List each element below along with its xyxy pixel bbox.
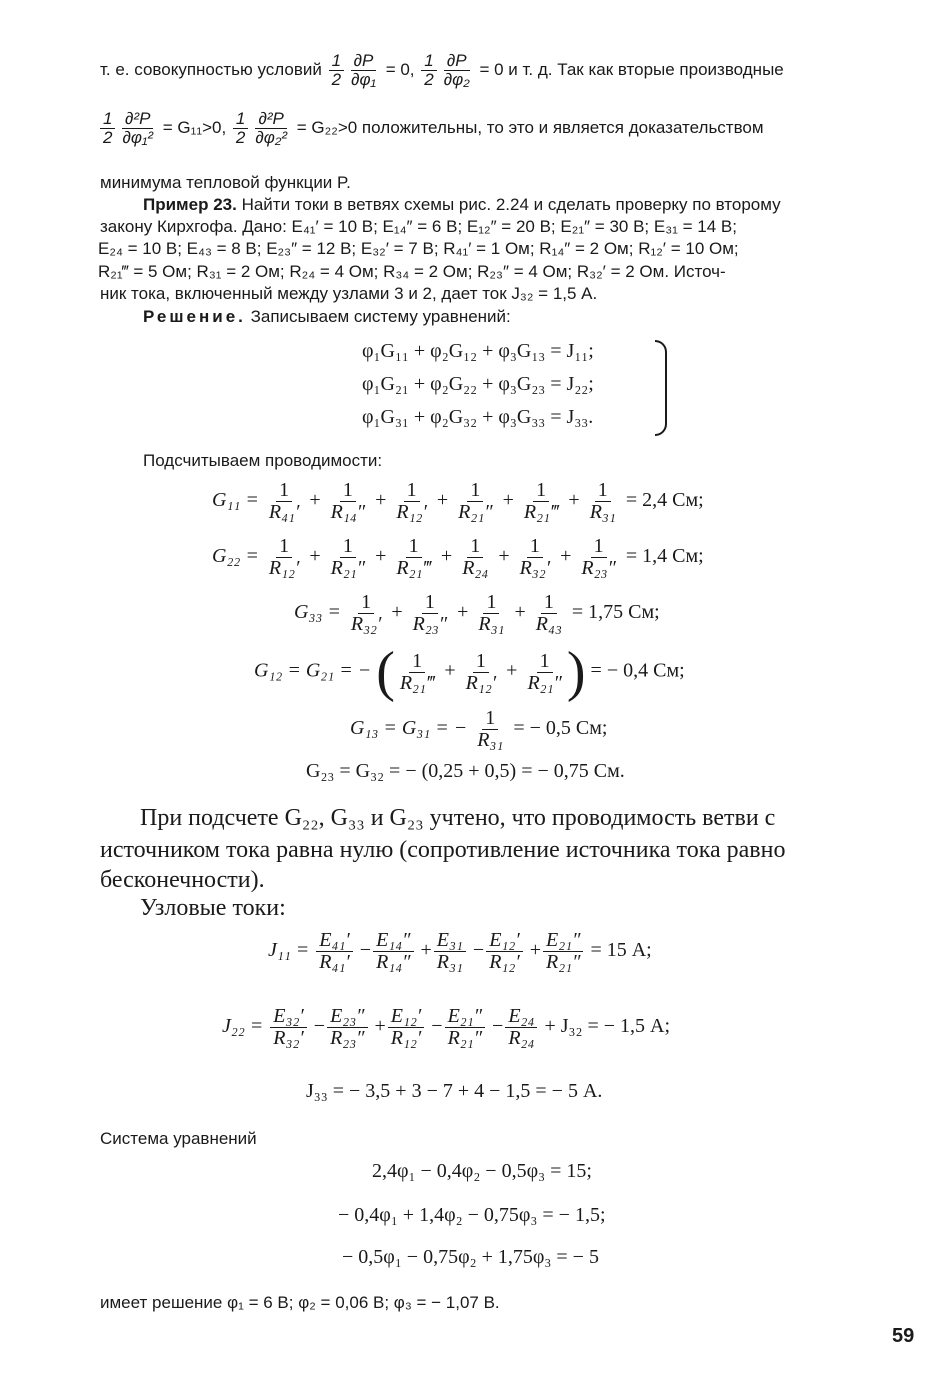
g22-equation: G₂₂ = $\frac{1}{\text{R₁₂′}}$ + $\frac{1}{\text{R₂₁″}}$ + $\frac{1}{\text{R₂₁‴}}$ + $\frac{1}{\text{R₂₄}}$ + $\frac{1}{\text{R₃₂′}}$ + $\frac{1}{\text{R₂₃″}}$ = 1,4 См;	[212, 535, 704, 579]
fraction	[421, 52, 436, 89]
equation-line: φ₁G₁₁ + φ₂G₁₂ + φ₃G₁₃ = J₁₁;	[362, 340, 594, 362]
frac-num: E₁₂′	[388, 1006, 425, 1028]
fraction: $\frac{1}{\text{R₂₁‴}}$	[393, 536, 434, 579]
rhs: = 15 А;	[590, 939, 652, 962]
text: = G₂₂>0 положительны, то это и является доказательством	[296, 117, 764, 137]
lhs: J₁₁ =	[268, 939, 310, 962]
j33-equation: J₃₃ = − 3,5 + 3 − 7 + 4 − 1,5 = − 5 А.	[306, 1080, 603, 1102]
fraction: $\frac{1}{\text{R₂₃″}}$	[410, 592, 450, 635]
fraction	[388, 1006, 425, 1049]
nodal-intro: Узловые токи:	[140, 895, 286, 921]
equation-line: φ₁G₃₁ + φ₂G₃₂ + φ₃G₃₃ = J₃₃.	[362, 406, 594, 428]
fraction	[233, 110, 248, 147]
fraction	[441, 52, 473, 89]
frac-num: 1	[421, 52, 436, 71]
fraction: $\frac{1}{\text{R₄₃}}$	[533, 592, 565, 635]
fraction: $\frac{1}{\text{R₂₁″}}$	[328, 536, 368, 579]
g23-equation: G₂₃ = G₃₂ = − (0,25 + 0,5) = − 0,75 См.	[306, 760, 625, 782]
frac-den: R₄₃	[535, 613, 562, 635]
note-line: При подсчете G₂₂, G₃₃ и G₂₃ учтено, что проводимость ветви с	[140, 805, 776, 831]
frac-num: E₂₃″	[327, 1006, 367, 1028]
example-given-line: ник тока, включенный между узлами 3 и 2, дает ток J₃₂ = 1,5 А.	[100, 284, 598, 303]
fraction: $\frac{1}{\text{R₁₂′}}$	[266, 536, 303, 579]
lhs: G₁₃ = G₃₁ = −	[350, 717, 468, 740]
lhs: J₂₂ =	[222, 1015, 264, 1038]
example-heading-line	[143, 194, 781, 216]
fraction	[252, 110, 290, 147]
fraction	[316, 930, 353, 973]
fraction	[373, 930, 413, 973]
rhs: = 2,4 См;	[625, 489, 704, 512]
frac-num: E₂₁″	[445, 1006, 485, 1028]
fraction: $\frac{1}{\text{R₃₁}}$	[587, 480, 619, 523]
frac-den: R₃₂′	[519, 557, 551, 579]
frac-den: ∂φ₁	[351, 69, 376, 89]
fraction	[327, 1006, 367, 1049]
frac-num: 1	[233, 110, 248, 129]
frac-den: R₂₁″	[330, 557, 366, 579]
text: = 0 и т. д. Так как вторые производные	[479, 59, 784, 79]
condition-line	[100, 52, 784, 89]
second-derivative-line	[98, 110, 764, 147]
equation-line: − 0,4φ₁ + 1,4φ₂ − 0,75φ₃ = − 1,5;	[338, 1204, 606, 1226]
frac-den: R₁₂′	[396, 501, 427, 523]
fraction	[543, 930, 583, 973]
fraction	[119, 110, 156, 147]
frac-den: R₂₁″	[458, 501, 493, 523]
frac-den: ∂φ₂	[443, 69, 470, 89]
frac-den: R₂₃″	[330, 1027, 365, 1049]
fraction: $\frac{1}{\text{R₄₁′}}$	[266, 480, 303, 523]
frac-den: R₁₂′	[489, 951, 520, 973]
frac-num: ∂P	[444, 52, 470, 71]
fraction	[100, 110, 115, 147]
sign: +	[529, 939, 541, 962]
solution-label: Решение.	[143, 307, 246, 326]
sign: +	[420, 939, 432, 962]
note-line: источником тока равна нулю (сопротивление источника тока равно	[100, 837, 786, 863]
fraction: $\frac{1}{\text{R₂₁″}}$	[524, 651, 564, 694]
fraction: $\frac{1}{\text{R₁₂′}}$	[393, 480, 430, 523]
rhs: = − 0,5 См;	[513, 717, 608, 740]
frac-den: ∂φ₁²	[122, 127, 153, 147]
frac-num: ∂²P	[122, 110, 153, 129]
fraction: $\frac{1}{\text{R₁₄″}}$	[328, 480, 368, 523]
fraction	[505, 1006, 537, 1049]
fraction	[486, 930, 523, 973]
frac-den: R₁₄″	[376, 951, 411, 973]
frac-den: R₂₁″	[545, 951, 581, 973]
fraction	[329, 52, 344, 89]
sign: −	[431, 1015, 443, 1038]
fraction: $\frac{1}{\text{R₂₃″}}$	[578, 536, 618, 579]
lhs: G₁₁ =	[212, 489, 259, 512]
frac-den: R₃₂′	[350, 613, 382, 635]
frac-den: R₂₃″	[581, 557, 616, 579]
fraction	[445, 1006, 485, 1049]
frac-den: R₂₁″	[447, 1027, 483, 1049]
j11-equation	[268, 930, 652, 973]
rhs: = 1,4 См;	[625, 545, 704, 568]
frac-num: E₂₁″	[543, 930, 583, 952]
frac-den: 2	[235, 127, 246, 147]
example-given-line: E₂₄ = 10 В; E₄₃ = 8 В; E₂₃″ = 12 В; E₃₂′ = 7 В; R₄₁′ = 1 Ом; R₁₄″ = 2 Ом; R₁₂′ = 10 Ом;	[98, 239, 739, 258]
frac-num: ∂P	[351, 52, 377, 71]
lhs: G₂₂ =	[212, 545, 259, 568]
frac-den: R₃₁	[589, 501, 616, 523]
text: Найти токи в ветвях схемы рис. 2.24 и сделать проверку по второму	[241, 195, 781, 214]
frac-den: R₂₁‴	[399, 671, 435, 694]
g33-equation: G₃₃ = $\frac{1}{\text{R₃₂′}}$ + $\frac{1}{\text{R₂₃″}}$ + $\frac{1}{\text{R₃₁}}$ + $\frac{1}{\text{R₄₃}}$ = 1,75 См;	[294, 591, 660, 635]
frac-num: ∂²P	[255, 110, 286, 129]
paragraph-text: Подсчитываем проводимости:	[143, 451, 383, 470]
note-line: бесконечности).	[100, 867, 265, 893]
equation-line: φ₁G₂₁ + φ₂G₂₂ + φ₃G₂₃ = J₂₂;	[362, 373, 594, 395]
fraction: $\frac{1}{\text{R₂₁‴}}$	[397, 651, 438, 694]
equation-line: 2,4φ₁ − 0,4φ₂ − 0,5φ₃ = 15;	[372, 1160, 592, 1182]
solution-line	[143, 306, 511, 328]
text: т. е. совокупностью условий	[100, 59, 322, 79]
frac-den: R₃₁	[477, 729, 504, 751]
frac-den: R₂₁″	[527, 671, 562, 694]
frac-den: R₁₂′	[268, 557, 300, 579]
frac-den: R₂₄	[508, 1027, 535, 1049]
frac-num: 1	[100, 110, 115, 129]
frac-den: 2	[331, 69, 342, 89]
page-number: 59	[892, 1325, 915, 1347]
frac-den: R₃₁	[436, 951, 463, 973]
frac-den: R₄₁′	[319, 951, 350, 973]
fraction: $\frac{1}{\text{R₁₂′}}$	[463, 651, 500, 694]
fraction	[434, 930, 466, 973]
fraction	[348, 52, 379, 89]
paragraph-text: Система уравнений	[100, 1129, 257, 1148]
example-label: Пример 23.	[143, 195, 237, 214]
frac-den: R₂₄	[462, 557, 489, 579]
text: = 0,	[385, 59, 415, 79]
fraction: $\frac{1}{\text{R₃₁}}$	[474, 708, 506, 751]
example-given-line: закону Кирхгофа. Дано: E₄₁′ = 10 В; E₁₄″ = 6 В; E₁₂″ = 20 В; E₂₁″ = 30 В; E₃₁ = 14 В;	[100, 217, 737, 236]
text: Записываем систему уравнений:	[250, 307, 511, 326]
frac-den: ∂φ₂²	[255, 127, 288, 147]
frac-den: R₁₂′	[390, 1027, 422, 1049]
frac-num: E₃₂′	[270, 1006, 307, 1028]
fraction: $\frac{1}{\text{R₃₂′}}$	[517, 536, 554, 579]
frac-den: R₂₃″	[412, 613, 448, 635]
frac-num: E₃₁	[434, 930, 466, 952]
frac-den: R₄₁′	[268, 501, 300, 523]
j22-equation	[222, 1006, 670, 1049]
frac-den: R₂₁‴	[523, 501, 559, 523]
rhs: = − 0,4 См;	[590, 659, 685, 682]
frac-num: E₁₂′	[486, 930, 523, 952]
g13-equation	[350, 708, 607, 751]
text: = G₁₁>0,	[162, 117, 227, 137]
answer-line: имеет решение φ₁ = 6 В; φ₂ = 0,06 В; φ₃ = − 1,07 В.	[100, 1293, 500, 1312]
g11-equation: G₁₁ = $\frac{1}{\text{R₄₁′}}$ + $\frac{1}{\text{R₁₄″}}$ + $\frac{1}{\text{R₁₂′}}$ + $\frac{1}{\text{R₂₁″}}$ + $\frac{1}{\text{R₂₁‴}}$ + $\frac{1}{\text{R₃₁}}$ = 2,4 См;	[212, 479, 704, 523]
frac-num: E₁₄″	[373, 930, 413, 952]
fraction: $\frac{1}{\text{R₂₁‴}}$	[521, 480, 562, 523]
frac-den: 2	[103, 127, 113, 147]
fraction: $\frac{1}{\text{R₂₁″}}$	[455, 480, 495, 523]
sign: +	[374, 1015, 386, 1038]
sign: −	[492, 1015, 504, 1038]
paragraph-text: минимума тепловой функции P.	[100, 173, 351, 192]
frac-den: R₁₂′	[465, 671, 497, 694]
fraction: $\frac{1}{\text{R₂₄}}$	[459, 536, 491, 579]
frac-den: 2	[424, 69, 434, 89]
lhs: G₃₃ =	[294, 601, 341, 624]
fraction: $\frac{1}{\text{R₃₂′}}$	[348, 592, 385, 635]
fraction	[270, 1006, 307, 1049]
frac-den: R₃₁	[478, 613, 505, 635]
g12-equation: G₁₂ = G₂₁ = − ( $\frac{1}{\text{R₂₁‴}}$ + $\frac{1}{\text{R₁₂′}}$ + $\frac{1}{\text{R₂₁″}}$ ) = − 0,4 См;	[254, 641, 685, 703]
lhs: G₁₂ = G₂₁ = −	[254, 659, 372, 682]
rhs: = 1,75 См;	[571, 601, 660, 624]
frac-den: R₂₁‴	[396, 557, 431, 579]
example-given-line: R₂₁‴ = 5 Ом; R₃₁ = 2 Ом; R₂₄ = 4 Ом; R₃₄ = 2 Ом; R₂₃″ = 4 Ом; R₃₂′ = 2 Ом. Источ-	[98, 262, 726, 281]
fraction: $\frac{1}{\text{R₃₁}}$	[475, 592, 507, 635]
rhs: + J₃₂ = − 1,5 А;	[544, 1015, 671, 1038]
sign: −	[313, 1015, 326, 1038]
system-brace	[655, 340, 667, 436]
sign: −	[359, 939, 372, 962]
frac-num: E₂₄	[505, 1006, 537, 1028]
frac-den: R₁₄″	[330, 501, 366, 523]
sign: −	[472, 939, 485, 962]
frac-num: E₄₁′	[316, 930, 353, 952]
frac-den: R₃₂′	[273, 1027, 304, 1049]
frac-num: 1	[329, 52, 344, 71]
equation-line: − 0,5φ₁ − 0,75φ₂ + 1,75φ₃ = − 5	[342, 1246, 599, 1268]
